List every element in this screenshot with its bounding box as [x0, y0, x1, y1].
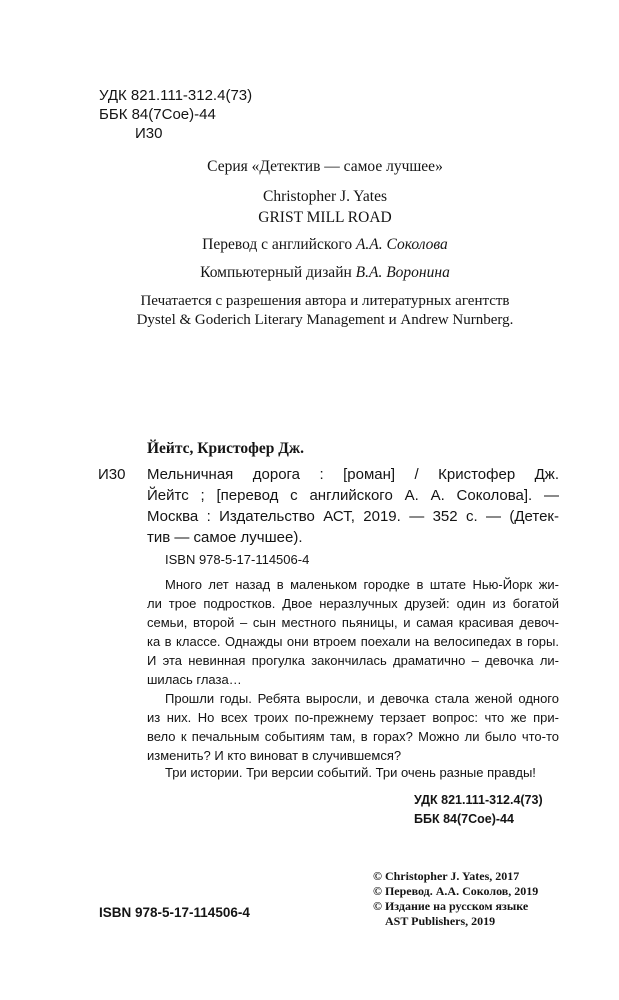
series-line: Серия «Детектив — самое лучшее» [207, 158, 443, 175]
annotation-line: изменить? И кто виноват в случившемся? [147, 748, 402, 763]
annotation-line: ка в классе. Однажды они втроем поехали на велосипедах в горы. [147, 634, 559, 649]
copyright-line: © Christopher J. Yates, 2017 [373, 869, 520, 883]
card-line: тив — самое лучшее). [147, 529, 303, 546]
annotation-paragraph-3: Три истории. Три версии событий. Три очень разные правды! [165, 765, 536, 780]
annotation-paragraph-1 [147, 575, 559, 689]
card-isbn: ISBN 978-5-17-114506-4 [165, 552, 310, 567]
bbk-code: ББК 84(7Сое)-44 [99, 106, 216, 123]
design-credit [90, 263, 560, 283]
permission-note [60, 292, 590, 330]
design-prefix: Компьютерный дизайн [200, 264, 356, 281]
card-description [147, 464, 559, 548]
card-line: Йейтс ; [перевод с английского А. А. Соколова]. — [147, 487, 559, 504]
copyright-line: © Издание на русском языке [373, 899, 529, 913]
author-mark: И30 [135, 125, 163, 142]
annotation-paragraph-2 [147, 689, 559, 765]
permission-line: Dystel & Goderich Literary Management и Andrew Nurnberg. [136, 312, 514, 328]
annotation-line: из них. Но всех троих по-прежнему терзает вопрос: что же при- [147, 710, 559, 725]
bbk-code-footer: ББК 84(7Сое)-44 [414, 812, 514, 826]
copyright-line: © Перевод. А.А. Соколов, 2019 [373, 884, 539, 898]
isbn-footer: ISBN 978-5-17-114506-4 [99, 905, 250, 920]
copyright-block [373, 869, 538, 929]
annotation-line: Много лет назад в маленьком городке в штате Нью-Йорк жи- [165, 577, 559, 592]
original-author: Christopher J. Yates [262, 188, 387, 205]
annotation-line: вело к печальным событиям там, в горах? Можно ли было что-то [147, 729, 559, 744]
annotation-line: шилась глаза… [147, 672, 242, 687]
card-line: Москва : Издательство АСТ, 2019. — 352 с. — (Детек- [147, 508, 559, 525]
annotation-line: семьи, второй – сын местного пьяницы, и самая красивая девоч- [147, 615, 559, 630]
annotation-line: Прошли годы. Ребята выросли, и девочка стала женой одного [165, 691, 559, 706]
udk-code: УДК 821.111-312.4(73) [99, 87, 253, 104]
translation-credit [90, 235, 560, 255]
card-heading: Йейтс, Кристофер Дж. [147, 440, 305, 457]
card-line: Мельничная дорога : [роман] / Кристофер Дж. [147, 466, 559, 483]
permission-line: Печатается с разрешения автора и литературных агентств [140, 293, 510, 309]
translator-name: А.А. Соколова [355, 236, 448, 253]
card-author-mark: И30 [98, 466, 126, 483]
designer-name: В.А. Воронина [355, 264, 450, 281]
annotation-line: ли трое подростков. Двое неразлучных друзей: один из богатой [147, 596, 559, 611]
copyright-line: AST Publishers, 2019 [385, 914, 496, 928]
original-title: GRIST MILL ROAD [258, 209, 392, 226]
annotation-line: И эта невинная прогулка закончилась драматично – девочка ли- [147, 653, 559, 668]
udk-code-footer: УДК 821.111-312.4(73) [414, 793, 543, 807]
translation-prefix: Перевод с английского [202, 236, 356, 253]
